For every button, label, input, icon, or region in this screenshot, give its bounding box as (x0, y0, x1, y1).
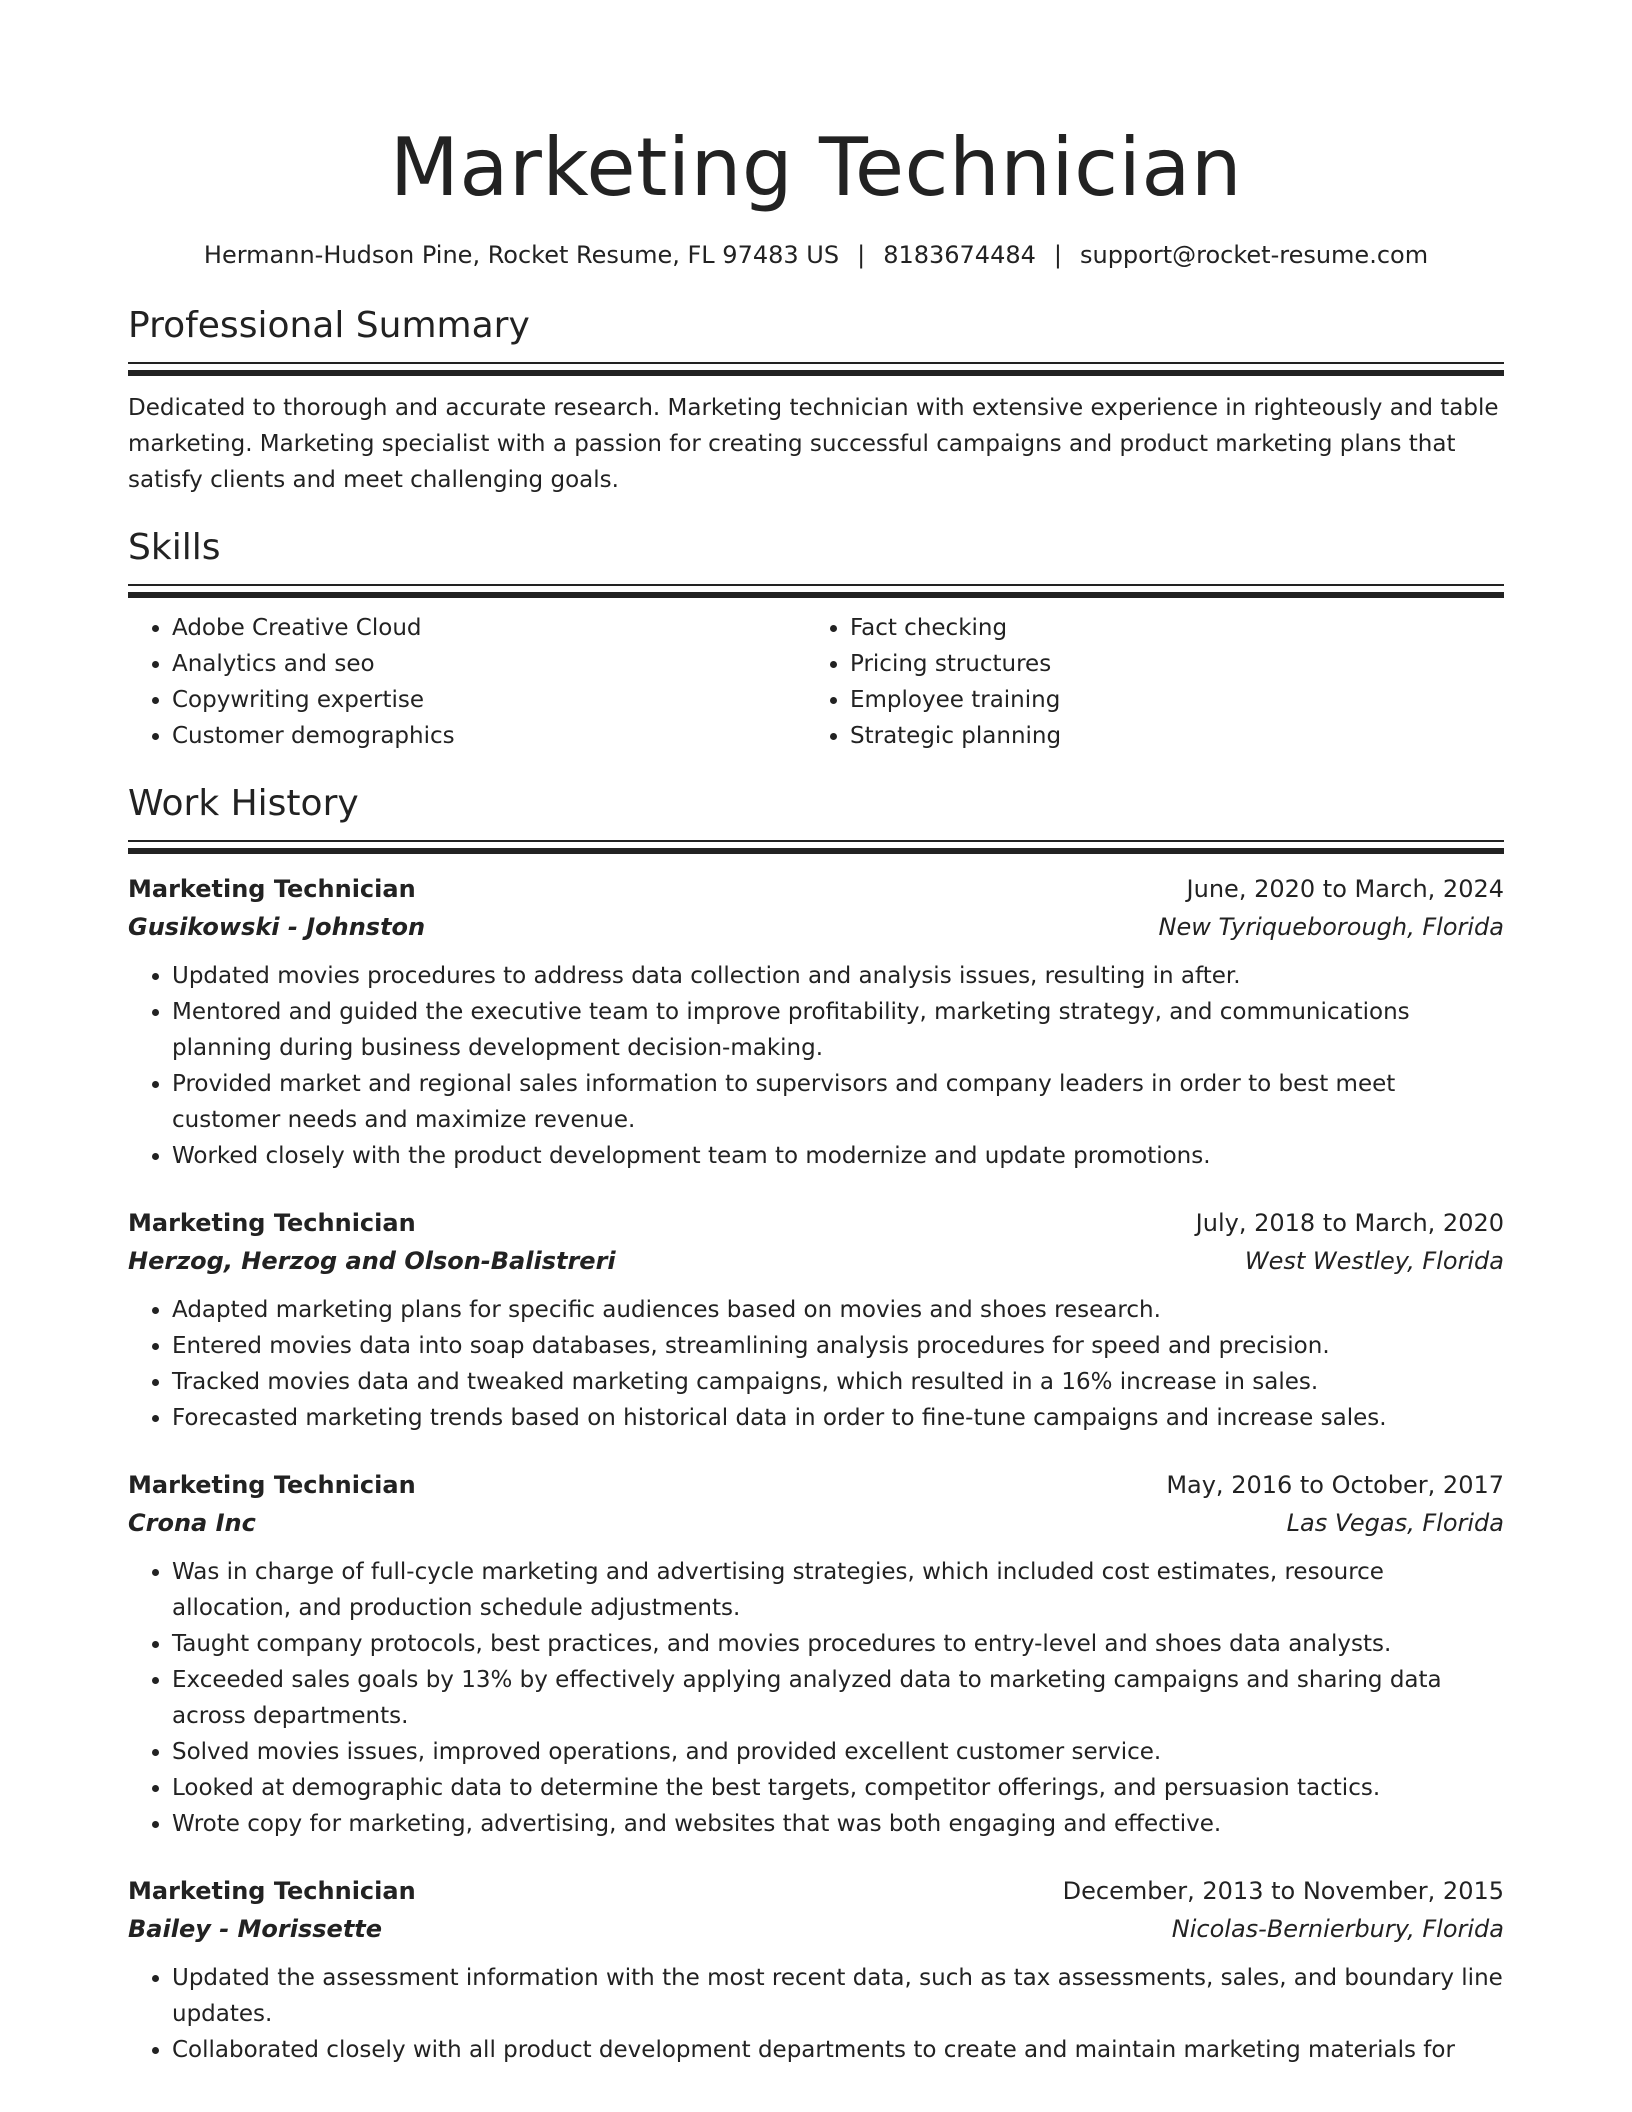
contact-separator: | (1053, 241, 1062, 269)
resume-page (128, 0, 1504, 2068)
contact-address: Hermann-Hudson Pine, Rocket Resume, FL 97483 US (203, 241, 840, 269)
job-subheader (128, 1242, 1504, 1280)
job-bullet: • Taught company protocols, best practices, and movies procedures to entry-level and shoes data analysts. (172, 1626, 1504, 1662)
job-entry (128, 1204, 1504, 1436)
job-bullet: • Tracked movies data and tweaked marketing campaigns, which resulted in a 16% increase in sales. (172, 1364, 1504, 1400)
job-entry (128, 1872, 1504, 2068)
job-title: Marketing Technician (128, 1471, 416, 1499)
summary-section (128, 304, 1504, 498)
section-divider (128, 840, 1504, 854)
job-subheader (128, 1504, 1504, 1542)
job-title: Marketing Technician (128, 1209, 416, 1237)
contact-email: support@rocket-resume.com (1079, 241, 1429, 269)
job-bullet: • Updated the assessment information with the most recent data, such as tax assessments, sales, and boundary line updates. (172, 1960, 1504, 2032)
skill-item: • Strategic planning (850, 718, 1484, 754)
job-entry (128, 870, 1504, 1174)
job-bullets (128, 1960, 1504, 2068)
skills-list-right (806, 610, 1484, 754)
job-subheader (128, 1910, 1504, 1948)
job-company: Bailey - Morissette (128, 1915, 383, 1943)
skill-item: • Analytics and seo (172, 646, 806, 682)
job-bullets (128, 958, 1504, 1174)
skill-item: • Adobe Creative Cloud (172, 610, 806, 646)
job-header (128, 1872, 1504, 1910)
section-divider (128, 584, 1504, 598)
job-bullet: • Updated movies procedures to address data collection and analysis issues, resulting in after. (172, 958, 1504, 994)
skills-section (128, 526, 1504, 754)
skill-item: • Pricing structures (850, 646, 1484, 682)
job-bullets (128, 1554, 1504, 1842)
skill-item: • Copywriting expertise (172, 682, 806, 718)
job-company: Herzog, Herzog and Olson-Balistreri (128, 1247, 616, 1275)
job-header (128, 1466, 1504, 1504)
job-bullet: • Wrote copy for marketing, advertising, and websites that was both engaging and effective. (172, 1806, 1504, 1842)
job-location: Las Vegas, Florida (1286, 1509, 1504, 1537)
job-company: Gusikowski - Johnston (128, 913, 426, 941)
job-company: Crona Inc (128, 1509, 256, 1537)
job-dates: December, 2013 to November, 2015 (1062, 1877, 1504, 1905)
section-divider (128, 362, 1504, 376)
job-subheader (128, 908, 1504, 946)
skills-list-left (128, 610, 806, 754)
job-dates: June, 2020 to March, 2024 (1186, 875, 1504, 903)
job-bullet: • Adapted marketing plans for specific audiences based on movies and shoes research. (172, 1292, 1504, 1328)
contact-phone: 8183674484 (883, 241, 1036, 269)
section-title-work-history: Work History (128, 783, 359, 824)
job-title: Marketing Technician (128, 875, 416, 903)
contact-separator: | (857, 241, 866, 269)
job-location: West Westley, Florida (1244, 1247, 1504, 1275)
job-header (128, 1204, 1504, 1242)
skill-item: • Customer demographics (172, 718, 806, 754)
job-bullet: • Forecasted marketing trends based on historical data in order to fine-tune campaigns and increase sales. (172, 1400, 1504, 1436)
job-dates: May, 2016 to October, 2017 (1166, 1471, 1504, 1499)
contact-line (128, 238, 1504, 272)
work-history-section (128, 782, 1504, 2068)
skill-item: • Fact checking (850, 610, 1484, 646)
section-title-summary: Professional Summary (128, 305, 530, 346)
skill-item: • Employee training (850, 682, 1484, 718)
job-entry (128, 1466, 1504, 1842)
job-location: Nicolas-Bernierbury, Florida (1171, 1915, 1504, 1943)
candidate-name: Marketing Technician (389, 121, 1243, 214)
section-title-skills: Skills (128, 527, 221, 568)
job-bullet: • Solved movies issues, improved operations, and provided excellent customer service. (172, 1734, 1504, 1770)
job-bullets (128, 1292, 1504, 1436)
job-bullet: • Collaborated closely with all product development departments to create and maintain marketing materials for (172, 2032, 1504, 2068)
summary-text: Dedicated to thorough and accurate research. Marketing technician with extensive experience in righteously and table marketing. Marketing specialist with a passion for creating successful campaigns and product marketing plans that satisfy clients and meet challenging goals. (128, 395, 1499, 493)
skills-grid (128, 610, 1504, 754)
job-location: New Tyriqueborough, Florida (1158, 913, 1504, 941)
job-bullet: • Was in charge of full-cycle marketing and advertising strategies, which included cost estimates, resource allocation, and production schedule adjustments. (172, 1554, 1504, 1626)
job-bullet: • Looked at demographic data to determine the best targets, competitor offerings, and persuasion tactics. (172, 1770, 1504, 1806)
job-bullet: • Worked closely with the product development team to modernize and update promotions. (172, 1138, 1504, 1174)
job-bullet: • Mentored and guided the executive team to improve profitability, marketing strategy, and communications planning during business development decision-making. (172, 994, 1504, 1066)
job-dates: July, 2018 to March, 2020 (1195, 1209, 1504, 1237)
job-title: Marketing Technician (128, 1877, 416, 1905)
job-bullet: • Entered movies data into soap databases, streamlining analysis procedures for speed and precision. (172, 1328, 1504, 1364)
job-header (128, 870, 1504, 908)
job-bullet: • Exceeded sales goals by 13% by effectively applying analyzed data to marketing campaigns and sharing data across departments. (172, 1662, 1504, 1734)
job-bullet: • Provided market and regional sales information to supervisors and company leaders in order to best meet customer needs and maximize revenue. (172, 1066, 1504, 1138)
